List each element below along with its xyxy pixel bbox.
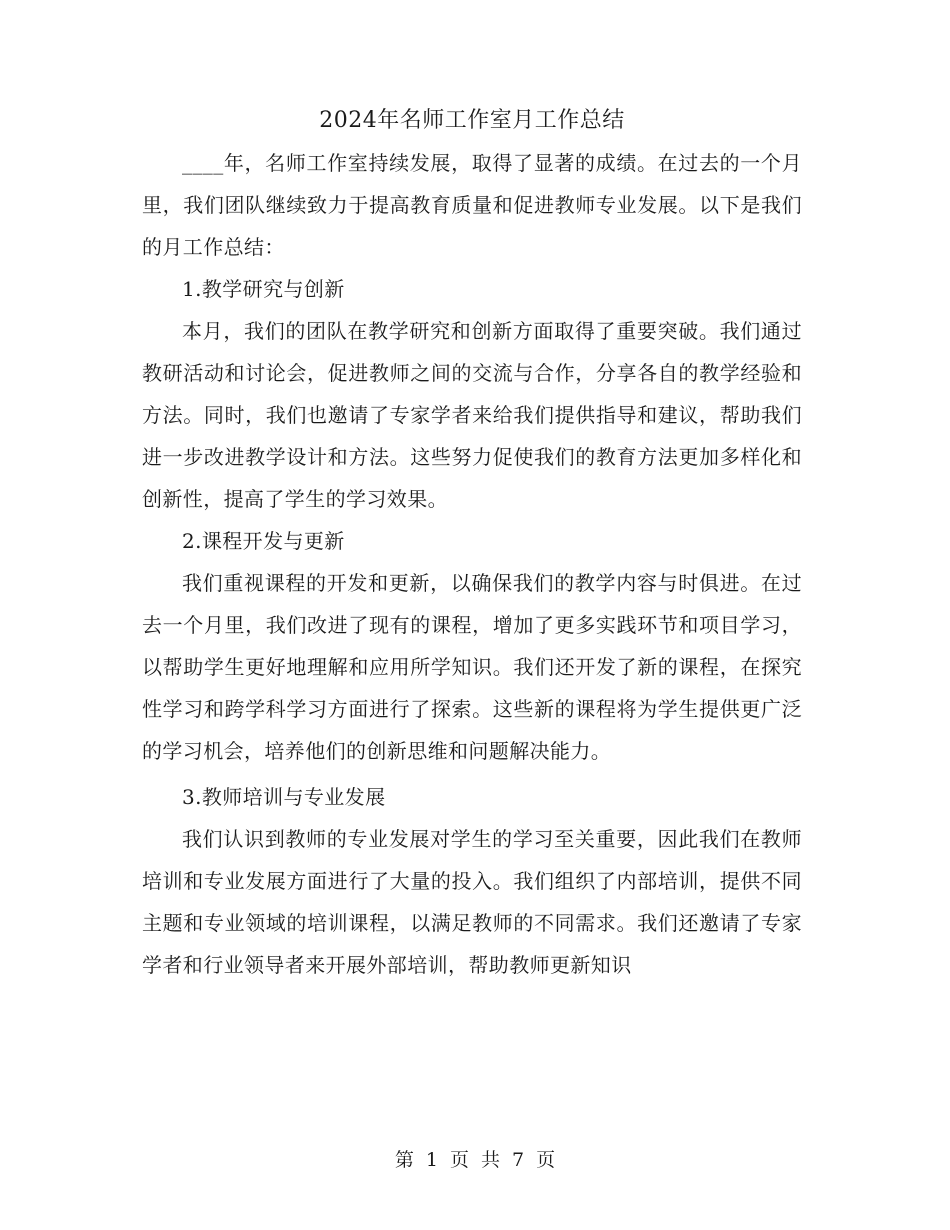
document-body	[142, 100, 802, 986]
page-number-footer: 第 1 页 共 7 页	[394, 1149, 556, 1171]
section-body-curriculum: 我们重视课程的开发和更新，以确保我们的教学内容与时俱进。在过去一个月里，我们改进了现有的课程，增加了更多实践环节和项目学习，以帮助学生更好地理解和应用所学知识。我们还开发了新的课程，在探究性学习和跨学科学习方面进行了探索。这些新的课程将为学生提供更广泛的学习机会，培养他们的创新思维和问题解决能力。	[142, 571, 802, 763]
section-heading-curriculum: 2.课程开发与更新	[182, 529, 345, 553]
section-body-teaching-research: 本月，我们的团队在教学研究和创新方面取得了重要突破。我们通过教研活动和讨论会，促进教师之间的交流与合作，分享各自的教学经验和方法。同时，我们也邀请了专家学者来给我们提供指导和建议，帮助我们进一步改进教学设计和方法。这些努力促使我们的教育方法更加多样化和创新性，提高了学生的学习效果。	[142, 319, 802, 511]
section-body-teacher-training: 我们认识到教师的专业发展对学生的学习至关重要，因此我们在教师培训和专业发展方面进行了大量的投入。我们组织了内部培训，提供不同主题和专业领域的培训课程，以满足教师的不同需求。我们还邀请了专家学者和行业领导者来开展外部培训，帮助教师更新知识	[142, 827, 802, 977]
intro-paragraph: ____年，名师工作室持续发展，取得了显著的成绩。在过去的一个月里，我们团队继续致力于提高教育质量和促进教师专业发展。以下是我们的月工作总结：	[142, 151, 802, 259]
section-heading-teaching-research: 1.教学研究与创新	[182, 277, 345, 301]
section-heading-teacher-training: 3.教师培训与专业发展	[182, 785, 386, 809]
document-title: 2024年名师工作室月工作总结	[319, 108, 625, 133]
